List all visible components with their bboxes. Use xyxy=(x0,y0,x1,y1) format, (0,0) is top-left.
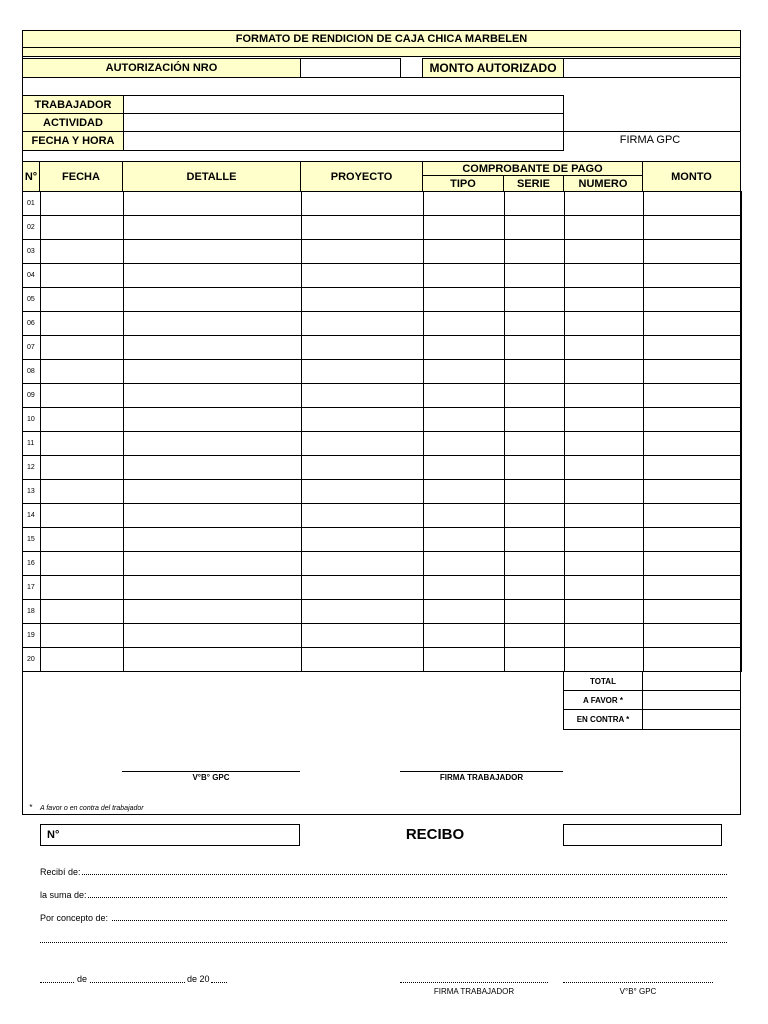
fecha-cell[interactable] xyxy=(41,480,124,504)
numero-cell[interactable] xyxy=(565,192,644,216)
monto-cell[interactable] xyxy=(644,600,742,624)
detalle-cell[interactable] xyxy=(124,336,302,360)
tipo-cell[interactable] xyxy=(424,456,505,480)
serie-cell[interactable] xyxy=(505,528,565,552)
serie-cell[interactable] xyxy=(505,312,565,336)
recibi-de-label: Recibí de: xyxy=(40,867,81,877)
la-suma-de-label: la suma de: xyxy=(40,890,87,900)
row-number: 18 xyxy=(23,600,41,624)
row-number: 16 xyxy=(23,552,41,576)
monto-cell[interactable] xyxy=(644,288,742,312)
numero-cell[interactable] xyxy=(565,432,644,456)
tipo-cell[interactable] xyxy=(424,504,505,528)
fecha-cell[interactable] xyxy=(41,408,124,432)
monto-autorizado-field[interactable] xyxy=(563,58,741,78)
numero-cell[interactable] xyxy=(565,600,644,624)
row-number: 05 xyxy=(23,288,41,312)
actividad-label: ACTIVIDAD xyxy=(22,113,124,132)
monto-cell[interactable] xyxy=(644,240,742,264)
row-number: 14 xyxy=(23,504,41,528)
por-concepto-de-field[interactable] xyxy=(112,920,727,921)
proyecto-cell[interactable] xyxy=(302,576,424,600)
en-contra-field[interactable] xyxy=(642,709,741,730)
proyecto-cell[interactable] xyxy=(302,288,424,312)
table-header xyxy=(22,161,741,192)
tipo-cell[interactable] xyxy=(424,624,505,648)
vb-gpc-signature-line xyxy=(122,771,300,772)
recibi-de-field[interactable] xyxy=(82,874,727,875)
date-year-field[interactable] xyxy=(211,982,227,983)
detalle-cell[interactable] xyxy=(124,576,302,600)
serie-cell[interactable] xyxy=(505,624,565,648)
numero-cell[interactable] xyxy=(565,624,644,648)
fecha-cell[interactable] xyxy=(41,528,124,552)
row-number: 04 xyxy=(23,264,41,288)
monto-cell[interactable] xyxy=(644,312,742,336)
serie-cell[interactable] xyxy=(505,408,565,432)
numero-cell[interactable] xyxy=(565,216,644,240)
detalle-cell[interactable] xyxy=(124,624,302,648)
table-row xyxy=(23,528,742,552)
detalle-cell[interactable] xyxy=(124,264,302,288)
detalle-cell[interactable] xyxy=(124,216,302,240)
col-header-detalle: DETALLE xyxy=(122,161,301,192)
numero-cell[interactable] xyxy=(565,504,644,528)
tipo-cell[interactable] xyxy=(424,600,505,624)
numero-cell[interactable] xyxy=(565,360,644,384)
proyecto-cell[interactable] xyxy=(302,432,424,456)
serie-cell[interactable] xyxy=(505,192,565,216)
col-header-numero: NUMERO xyxy=(563,175,643,192)
date-day-field[interactable] xyxy=(40,982,74,983)
table-row xyxy=(23,576,742,600)
row-number: 17 xyxy=(23,576,41,600)
table-row xyxy=(23,240,742,264)
col-header-monto: MONTO xyxy=(642,161,741,192)
row-number: 09 xyxy=(23,384,41,408)
table-row xyxy=(23,264,742,288)
detalle-cell[interactable] xyxy=(124,192,302,216)
proyecto-cell[interactable] xyxy=(302,600,424,624)
detalle-cell[interactable] xyxy=(124,648,302,672)
monto-cell[interactable] xyxy=(644,576,742,600)
detalle-cell[interactable] xyxy=(124,432,302,456)
detalle-cell[interactable] xyxy=(124,312,302,336)
recibo-n-label: N° xyxy=(47,829,60,841)
proyecto-cell[interactable] xyxy=(302,264,424,288)
monto-cell[interactable] xyxy=(644,552,742,576)
proyecto-cell[interactable] xyxy=(302,504,424,528)
monto-cell[interactable] xyxy=(644,528,742,552)
date-month-field[interactable] xyxy=(90,982,185,983)
en-contra-label: EN CONTRA * xyxy=(563,709,643,730)
total-label: TOTAL xyxy=(563,671,643,691)
serie-cell[interactable] xyxy=(505,576,565,600)
fecha-cell[interactable] xyxy=(41,384,124,408)
proyecto-cell[interactable] xyxy=(302,240,424,264)
detalle-cell[interactable] xyxy=(124,456,302,480)
col-header-comprobante: COMPROBANTE DE PAGO xyxy=(422,161,643,176)
detalle-cell[interactable] xyxy=(124,408,302,432)
autorizacion-label: AUTORIZACIÓN NRO xyxy=(22,58,301,78)
detalle-cell[interactable] xyxy=(124,528,302,552)
monto-cell[interactable] xyxy=(644,624,742,648)
col-header-n: N° xyxy=(22,161,40,192)
recibo-title: RECIBO xyxy=(405,826,465,843)
serie-cell[interactable] xyxy=(505,432,565,456)
section-divider xyxy=(22,77,741,78)
table-row xyxy=(23,648,742,672)
detalle-cell[interactable] xyxy=(124,240,302,264)
total-field[interactable] xyxy=(642,671,741,691)
recibo-number-box[interactable] xyxy=(40,824,300,846)
detalle-cell[interactable] xyxy=(124,480,302,504)
form-title: FORMATO DE RENDICION DE CAJA CHICA MARBELEN xyxy=(22,30,741,48)
footnote-star: * xyxy=(29,803,33,812)
numero-cell[interactable] xyxy=(565,456,644,480)
numero-cell[interactable] xyxy=(565,312,644,336)
proyecto-cell[interactable] xyxy=(302,192,424,216)
fecha-cell[interactable] xyxy=(41,624,124,648)
tipo-cell[interactable] xyxy=(424,528,505,552)
firma-gpc-line xyxy=(563,131,741,132)
row-number: 19 xyxy=(23,624,41,648)
proyecto-cell[interactable] xyxy=(302,648,424,672)
serie-cell[interactable] xyxy=(505,480,565,504)
fecha-cell[interactable] xyxy=(41,576,124,600)
serie-cell[interactable] xyxy=(505,504,565,528)
tipo-cell[interactable] xyxy=(424,240,505,264)
proyecto-cell[interactable] xyxy=(302,480,424,504)
numero-cell[interactable] xyxy=(565,576,644,600)
proyecto-cell[interactable] xyxy=(302,408,424,432)
numero-cell[interactable] xyxy=(565,552,644,576)
numero-cell[interactable] xyxy=(565,408,644,432)
col-header-tipo: TIPO xyxy=(422,175,504,192)
monto-cell[interactable] xyxy=(644,384,742,408)
firma-trabajador-label: FIRMA TRABAJADOR xyxy=(439,773,524,782)
table-row xyxy=(23,312,742,336)
serie-cell[interactable] xyxy=(505,384,565,408)
row-number: 07 xyxy=(23,336,41,360)
monto-cell[interactable] xyxy=(644,504,742,528)
por-concepto-extra-line[interactable] xyxy=(40,942,727,943)
table-row xyxy=(23,432,742,456)
col-header-fecha: FECHA xyxy=(39,161,123,192)
proyecto-cell[interactable] xyxy=(302,360,424,384)
fecha-cell[interactable] xyxy=(41,288,124,312)
monto-cell[interactable] xyxy=(644,432,742,456)
monto-cell[interactable] xyxy=(644,408,742,432)
monto-cell[interactable] xyxy=(644,264,742,288)
fecha-cell[interactable] xyxy=(41,312,124,336)
detalle-cell[interactable] xyxy=(124,384,302,408)
proyecto-cell[interactable] xyxy=(302,528,424,552)
monto-cell[interactable] xyxy=(644,216,742,240)
fecha-cell[interactable] xyxy=(41,504,124,528)
expense-table xyxy=(22,191,742,672)
autorizacion-field[interactable] xyxy=(300,58,401,78)
recibo-vb-gpc-line xyxy=(563,982,713,983)
numero-cell[interactable] xyxy=(565,648,644,672)
row-number: 13 xyxy=(23,480,41,504)
serie-cell[interactable] xyxy=(505,552,565,576)
footnote-text: A favor o en contra del trabajador xyxy=(40,805,144,812)
recibo-vb-gpc-label: V°B° GPC xyxy=(619,987,657,996)
date-de-1: de xyxy=(77,974,88,984)
fecha-hora-field[interactable] xyxy=(123,131,564,151)
row-number: 11 xyxy=(23,432,41,456)
numero-cell[interactable] xyxy=(565,384,644,408)
numero-cell[interactable] xyxy=(565,528,644,552)
tipo-cell[interactable] xyxy=(424,264,505,288)
table-row xyxy=(23,552,742,576)
proyecto-cell[interactable] xyxy=(302,336,424,360)
detalle-cell[interactable] xyxy=(124,360,302,384)
numero-cell[interactable] xyxy=(565,288,644,312)
tipo-cell[interactable] xyxy=(424,192,505,216)
row-number: 20 xyxy=(23,648,41,672)
recibo-firma-trabajador-line xyxy=(400,982,548,983)
proyecto-cell[interactable] xyxy=(302,312,424,336)
col-header-serie: SERIE xyxy=(503,175,564,192)
por-concepto-de-label: Por concepto de: xyxy=(40,913,109,923)
table-row xyxy=(23,408,742,432)
row-number: 03 xyxy=(23,240,41,264)
la-suma-de-field[interactable] xyxy=(88,897,727,898)
fecha-cell[interactable] xyxy=(41,216,124,240)
detalle-cell[interactable] xyxy=(124,600,302,624)
tipo-cell[interactable] xyxy=(424,432,505,456)
a-favor-field[interactable] xyxy=(642,690,741,710)
table-row xyxy=(23,384,742,408)
numero-cell[interactable] xyxy=(565,264,644,288)
recibo-firma-trabajador-label: FIRMA TRABAJADOR xyxy=(433,987,515,996)
monto-cell[interactable] xyxy=(644,480,742,504)
detalle-cell[interactable] xyxy=(124,552,302,576)
fecha-cell[interactable] xyxy=(41,264,124,288)
table-row xyxy=(23,192,742,216)
proyecto-cell[interactable] xyxy=(302,216,424,240)
table-row xyxy=(23,288,742,312)
numero-cell[interactable] xyxy=(565,336,644,360)
serie-cell[interactable] xyxy=(505,600,565,624)
tipo-cell[interactable] xyxy=(424,552,505,576)
recibo-amount-box[interactable] xyxy=(563,824,722,846)
date-de-20: de 20 xyxy=(187,974,210,984)
monto-cell[interactable] xyxy=(644,336,742,360)
monto-cell[interactable] xyxy=(644,360,742,384)
row-number: 10 xyxy=(23,408,41,432)
table-row xyxy=(23,504,742,528)
monto-cell[interactable] xyxy=(644,456,742,480)
fecha-cell[interactable] xyxy=(41,192,124,216)
numero-cell[interactable] xyxy=(565,480,644,504)
serie-cell[interactable] xyxy=(505,288,565,312)
table-row xyxy=(23,336,742,360)
serie-cell[interactable] xyxy=(505,216,565,240)
fecha-cell[interactable] xyxy=(41,360,124,384)
fecha-cell[interactable] xyxy=(41,336,124,360)
monto-autorizado-label: MONTO AUTORIZADO xyxy=(422,58,564,78)
vb-gpc-label: V°B° GPC xyxy=(192,773,230,782)
serie-cell[interactable] xyxy=(505,648,565,672)
a-favor-label: A FAVOR * xyxy=(563,690,643,710)
proyecto-cell[interactable] xyxy=(302,552,424,576)
serie-cell[interactable] xyxy=(505,336,565,360)
monto-cell[interactable] xyxy=(644,192,742,216)
proyecto-cell[interactable] xyxy=(302,624,424,648)
tipo-cell[interactable] xyxy=(424,576,505,600)
serie-cell[interactable] xyxy=(505,240,565,264)
actividad-field[interactable] xyxy=(123,113,564,132)
fecha-cell[interactable] xyxy=(41,552,124,576)
detalle-cell[interactable] xyxy=(124,288,302,312)
row-number: 15 xyxy=(23,528,41,552)
row-number: 08 xyxy=(23,360,41,384)
table-row xyxy=(23,480,742,504)
tipo-cell[interactable] xyxy=(424,480,505,504)
fecha-cell[interactable] xyxy=(41,432,124,456)
tipo-cell[interactable] xyxy=(424,336,505,360)
row-number: 02 xyxy=(23,216,41,240)
fecha-cell[interactable] xyxy=(41,240,124,264)
tipo-cell[interactable] xyxy=(424,648,505,672)
tipo-cell[interactable] xyxy=(424,408,505,432)
row-number: 12 xyxy=(23,456,41,480)
firma-gpc-label: FIRMA GPC xyxy=(619,134,681,146)
proyecto-cell[interactable] xyxy=(302,456,424,480)
table-row xyxy=(23,624,742,648)
detalle-cell[interactable] xyxy=(124,504,302,528)
serie-cell[interactable] xyxy=(505,264,565,288)
firma-trabajador-signature-line xyxy=(400,771,563,772)
table-row xyxy=(23,456,742,480)
fecha-cell[interactable] xyxy=(41,600,124,624)
fecha-cell[interactable] xyxy=(41,648,124,672)
trabajador-label: TRABAJADOR xyxy=(22,95,124,114)
fecha-cell[interactable] xyxy=(41,456,124,480)
trabajador-field[interactable] xyxy=(123,95,564,114)
proyecto-cell[interactable] xyxy=(302,384,424,408)
tipo-cell[interactable] xyxy=(424,288,505,312)
table-row xyxy=(23,216,742,240)
serie-cell[interactable] xyxy=(505,456,565,480)
table-row xyxy=(23,360,742,384)
fecha-hora-label: FECHA Y HORA xyxy=(22,131,124,151)
col-header-proyecto: PROYECTO xyxy=(300,161,423,192)
table-row xyxy=(23,600,742,624)
serie-cell[interactable] xyxy=(505,360,565,384)
tipo-cell[interactable] xyxy=(424,312,505,336)
title-underbar xyxy=(23,48,740,57)
tipo-cell[interactable] xyxy=(424,216,505,240)
tipo-cell[interactable] xyxy=(424,384,505,408)
tipo-cell[interactable] xyxy=(424,360,505,384)
monto-cell[interactable] xyxy=(644,648,742,672)
row-number: 06 xyxy=(23,312,41,336)
row-number: 01 xyxy=(23,192,41,216)
numero-cell[interactable] xyxy=(565,240,644,264)
